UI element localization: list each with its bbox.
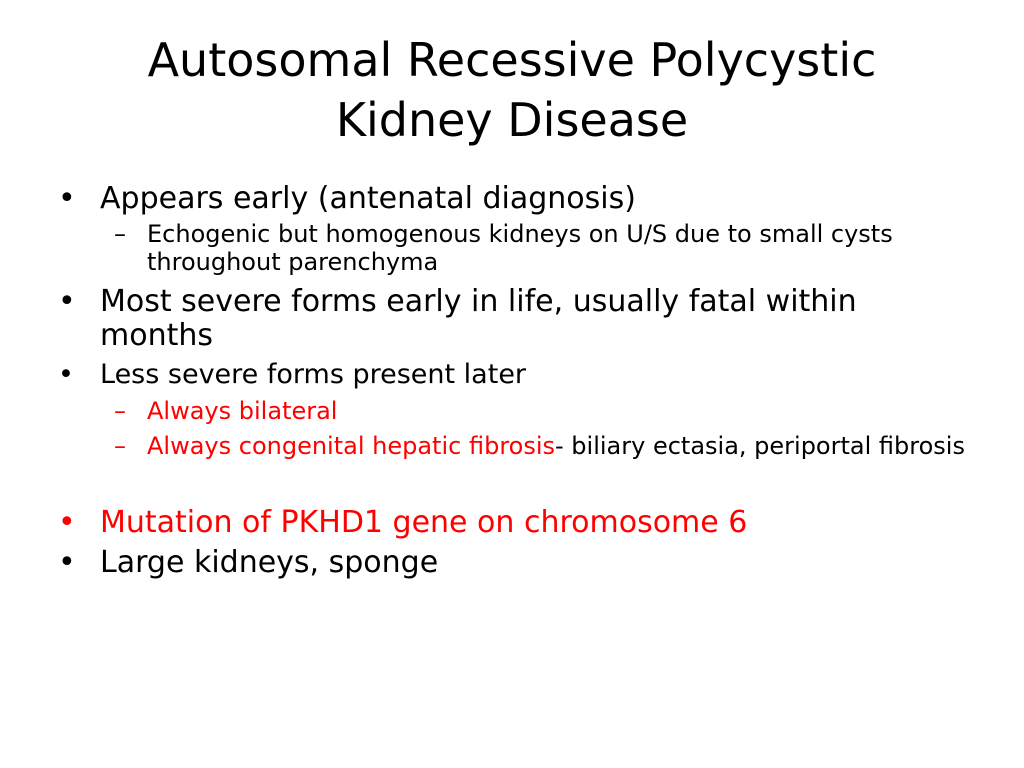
slide-title	[60, 30, 964, 150]
sub-bullet-hepatic-fibrosis	[58, 432, 978, 460]
dash-marker: –	[114, 220, 126, 248]
dash-marker: –	[114, 397, 126, 425]
bullet-less-severe	[58, 359, 978, 390]
bullet-most-severe	[58, 285, 978, 353]
sub-bullet-text: Always bilateral	[147, 397, 338, 425]
bullet-appears-early	[58, 182, 978, 216]
sub-bullet-highlight: Always congenital hepatic fibrosis	[147, 432, 556, 460]
bullet-marker: •	[58, 545, 76, 580]
bullet-pkhd1-mutation	[58, 506, 978, 540]
bullet-marker: •	[58, 505, 76, 540]
bullet-list	[58, 182, 978, 580]
bullet-marker: •	[58, 359, 74, 390]
sub-bullet-text: - biliary ectasia, periportal fibrosis	[555, 432, 965, 460]
title-line-2: Kidney Disease	[335, 93, 689, 147]
bullet-marker: •	[58, 284, 76, 319]
dash-marker: –	[114, 432, 126, 460]
bullet-text: Large kidneys, sponge	[100, 545, 439, 580]
bullet-text: Most severe forms early in life, usually fatal within months	[100, 284, 857, 353]
sub-bullet-bilateral	[58, 397, 978, 425]
title-line-1: Autosomal Recessive Polycystic	[147, 33, 877, 87]
sub-bullet-text: Echogenic but homogenous kidneys on U/S due to small cysts throughout parenchyma	[147, 220, 893, 276]
bullet-marker: •	[58, 181, 76, 216]
bullet-text: Less severe forms present later	[100, 359, 527, 390]
bullet-large-kidneys	[58, 546, 978, 580]
bullet-text: Mutation of PKHD1 gene on chromosome 6	[100, 505, 748, 540]
sub-bullet-echogenic	[58, 220, 978, 276]
bullet-text: Appears early (antenatal diagnosis)	[100, 181, 636, 216]
